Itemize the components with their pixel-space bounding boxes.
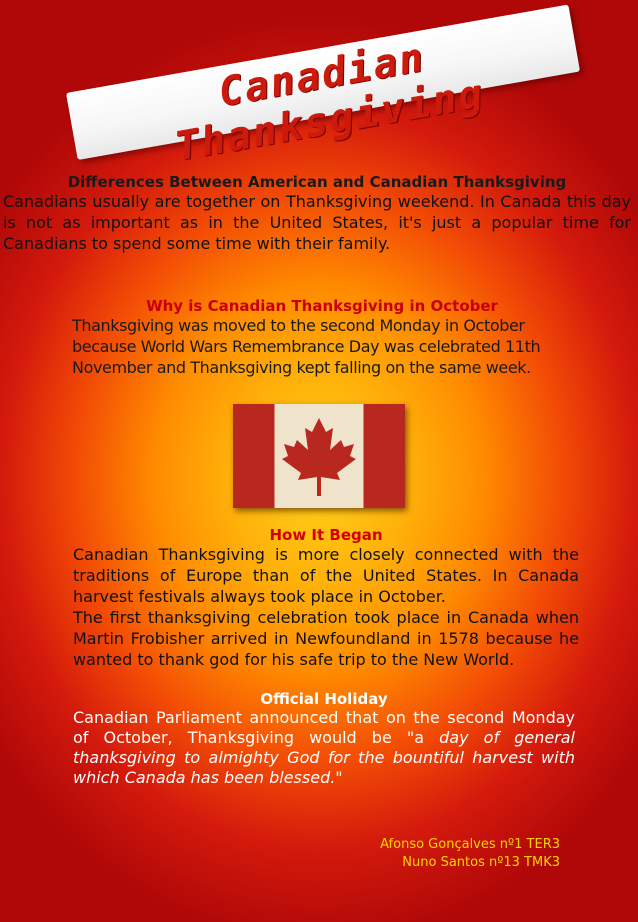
section-text-1: Canadian Thanksgiving is more closely connected with the traditions of Europe than of the United States. In Canada harvest festivals always took place in October. [73, 545, 579, 606]
holiday-text: Canadian Parliament announced that on the second Monday of October, Thanksgiving would be "a [73, 708, 575, 747]
canada-flag-image [233, 404, 405, 508]
section-text: Thanksgiving was moved to the second Monday in October because World Wars Remembrance Day was celebrated 11th November and Thanksgiving kept falling on the same week. [72, 316, 541, 377]
section-why-october [72, 297, 572, 378]
section-heading: How It Began [269, 526, 383, 544]
section-differences [3, 173, 631, 254]
author-line: Afonso Gonçalves nº1 TER3 [380, 837, 560, 852]
maple-leaf-icon [233, 404, 405, 508]
section-heading: Why is Canadian Thanksgiving in October [146, 297, 498, 315]
section-heading: Official Holiday [260, 690, 388, 708]
section-official-holiday [73, 690, 575, 788]
section-how-it-began [73, 526, 579, 670]
section-text-2: The first thanksgiving celebration took place in Canada when Martin Frobisher arrived in Newfoundland in 1578 because he wanted to thank god for his safe trip to the New World. [73, 608, 579, 669]
section-heading: Differences Between American and Canadian Thanksgiving [67, 173, 567, 191]
authors-block [320, 836, 560, 872]
section-text [73, 708, 575, 788]
holiday-quote: day of general thanksgiving to almighty God for the bountiful harvest with which Canada has been blessed." [73, 728, 576, 787]
page-title: Canadian Thanksgiving [171, 34, 488, 171]
section-text: Canadians usually are together on Thanksgiving weekend. In Canada this day is not as important as in the United States, it's just a popular time for Canadians to spend some time with their family. [3, 192, 631, 253]
title-banner [66, 4, 580, 171]
author-line: Nuno Santos nº13 TMK3 [402, 855, 560, 870]
